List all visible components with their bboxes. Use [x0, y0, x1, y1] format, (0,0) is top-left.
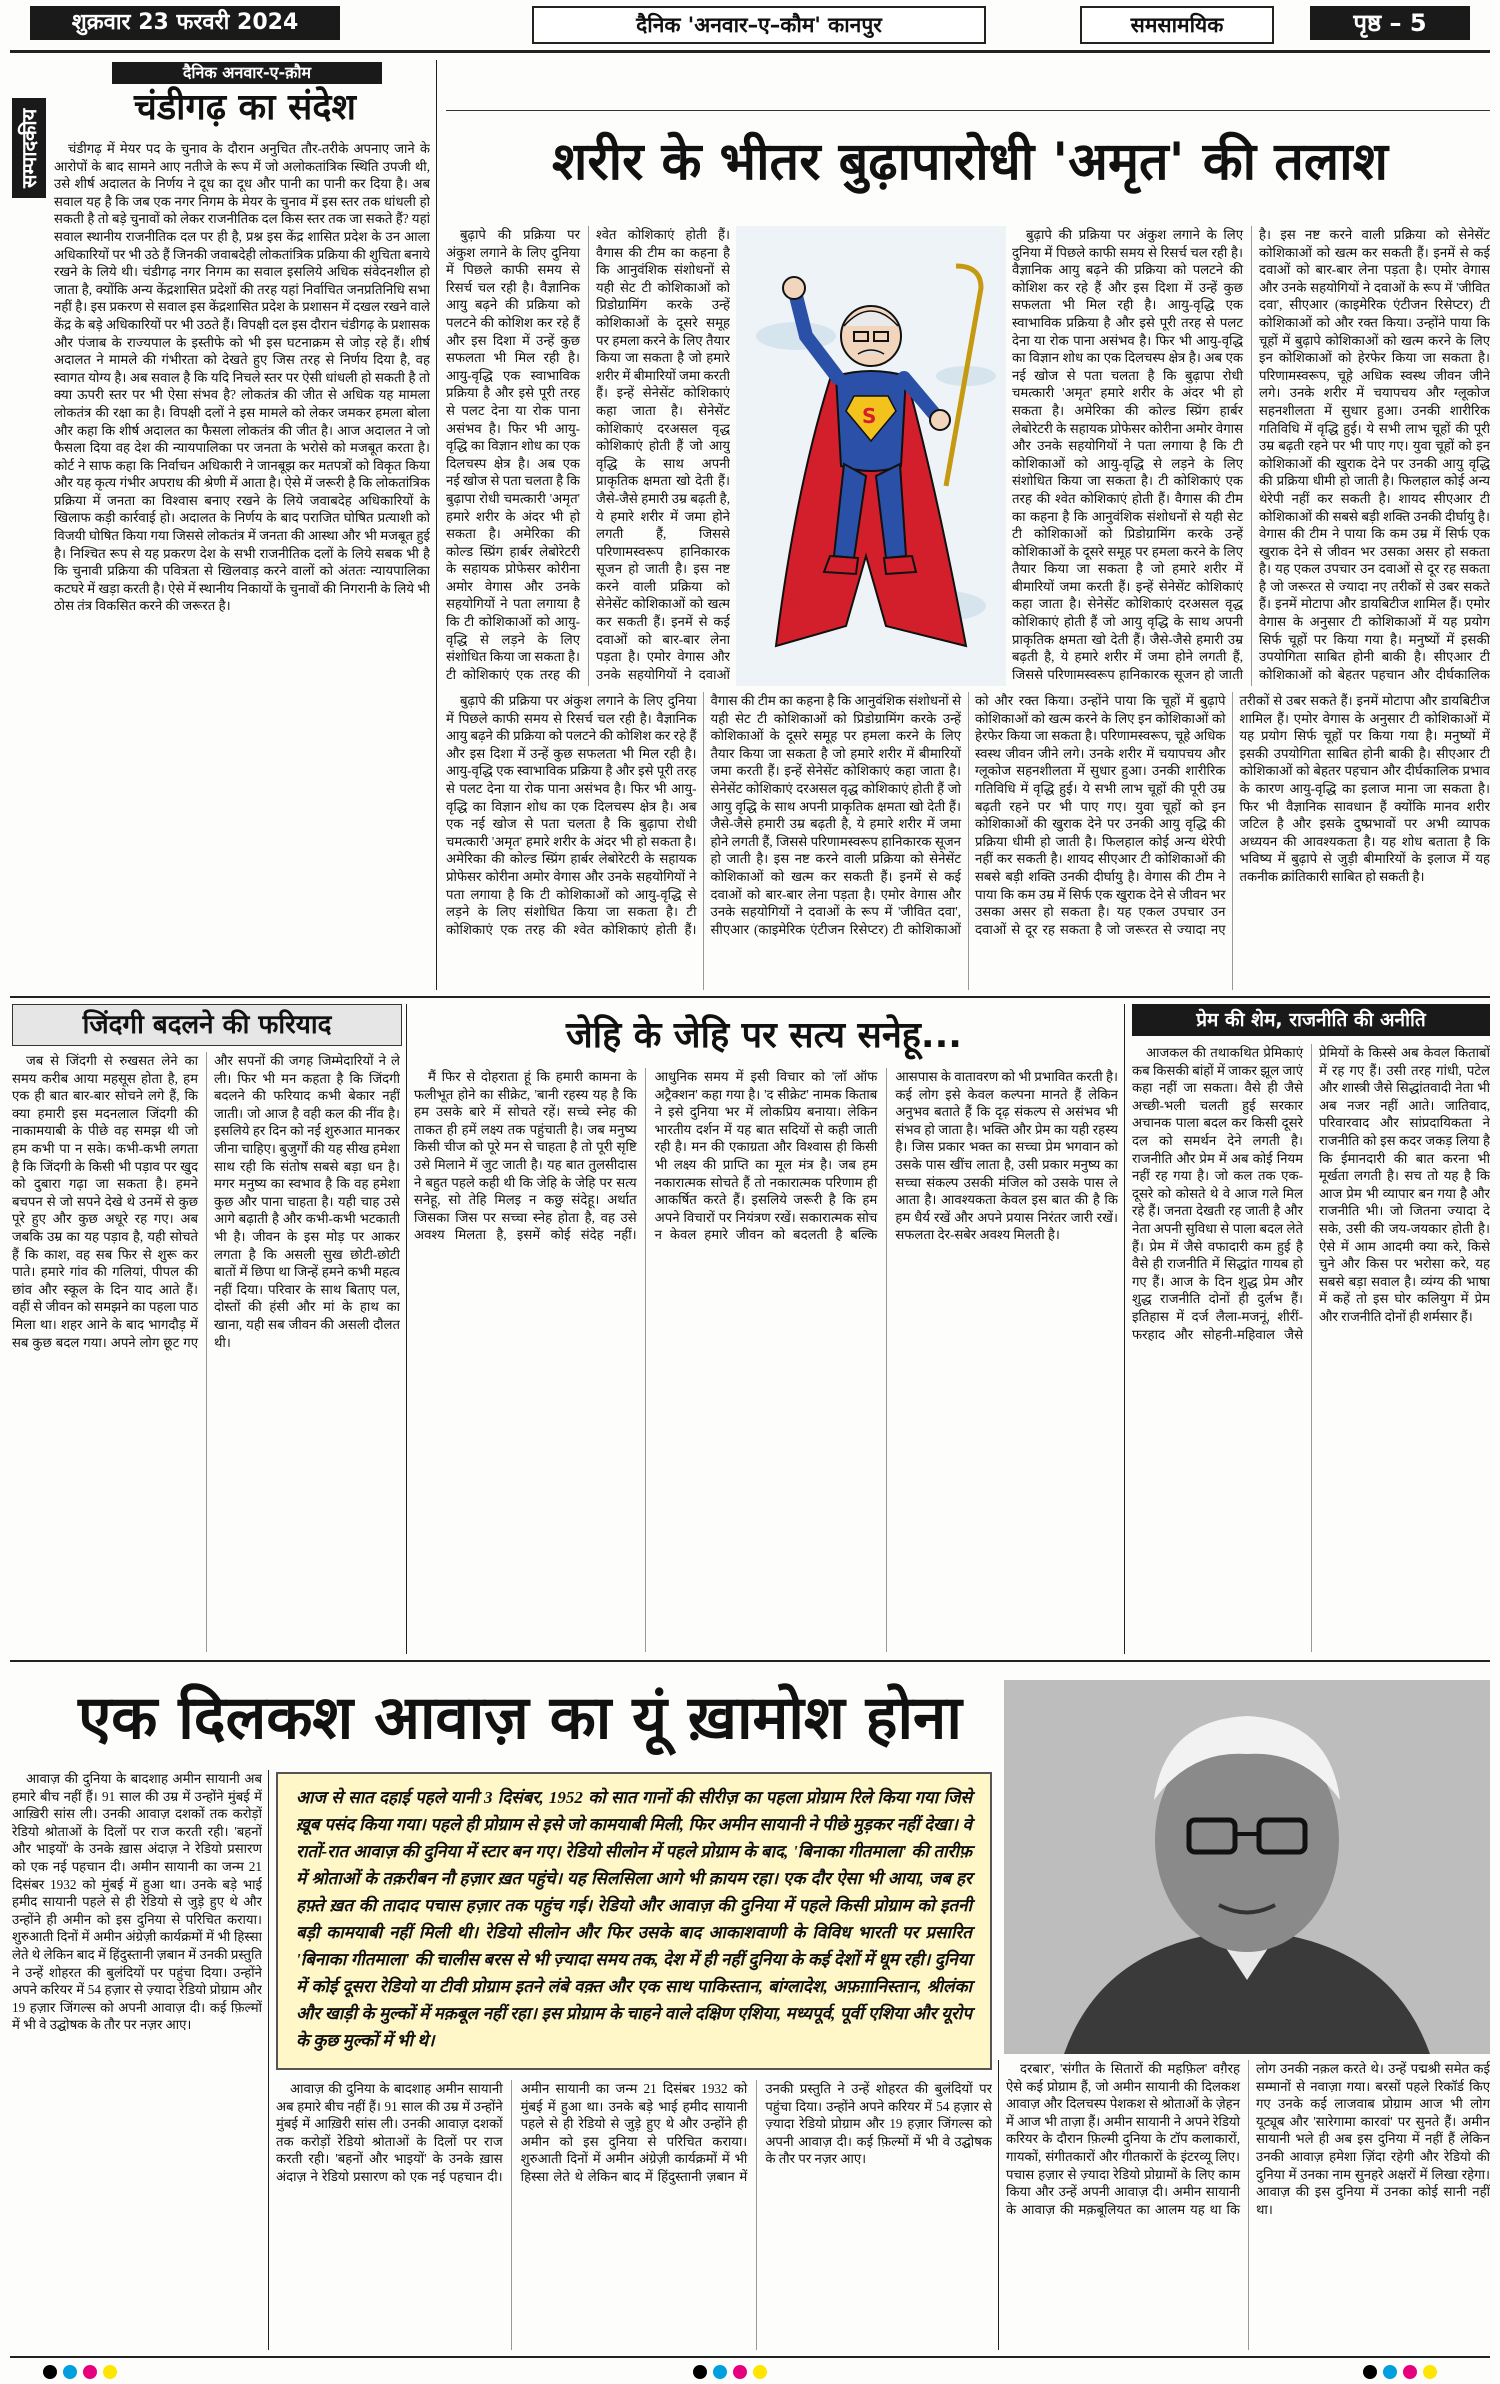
feature-text-bottom: बुढ़ापे की प्रक्रिया पर अंकुश लगाने के लिए दुनिया में पिछले काफी समय से रिसर्च चल रही है। वैज्ञानिक आयु बढ़ने की प्रक्रिया को पलटने की कोशिश कर रहे हैं और इस दिशा में उन्हें कुछ सफलता भी मिल रही है। आयु-वृद्धि एक स्वाभाविक प्रक्रिया है और इसे पूरी तरह से पलट देना या रोक पाना असंभव है। फिर भी आयु-वृद्धि का विज्ञान शोध का एक दिलचस्प क्षेत्र है। अब एक नई खोज से पता चलता है कि बुढ़ापा रोधी चमत्कारी 'अमृत' हमारे शरीर के अंदर भी हो सकता है। अमेरिका की कोल्ड स्प्रिंग हार्बर लेबोरेटरी के सहायक प्रोफेसर कोरीना अमोर वेगास और उनके सहयोगियों ने पता लगाया है कि टी कोशिकाओं को आयु-वृद्धि से लड़ने के लिए संशोधित किया जा सकता है। टी कोशिकाएं एक तरह की श्वेत कोशिकाएं होती हैं। वैगास की टीम का कहना है कि आनुवंशिक संशोधनों से यही सेट टी कोशिकाओं को प्रिडोग्रामिंग करके उन्हें कोशिकाओं के दूसरे समूह पर हमला करने के लिए तैयार किया जा सकता है जो हमारे शरीर में बीमारियों जमा करती हैं। इन्हें सेनेसेंट कोशिकाएं कहा जाता है। सेनेसेंट कोशिकाएं दरअसल वृद्ध कोशिकाएं होती हैं जो आयु वृद्धि के साथ अपनी प्राकृतिक क्षमता खो देती हैं। जैसे-जैसे हमारी उम्र बढ़ती है, ये हमारे शरीर में जमा होने लगती हैं, जिससे परिणामस्वरूप हानिकारक सूजन हो जाती है। इस नष्ट करने वाली प्रक्रिया को सेनेसेंट कोशिकाओं को खत्म कर सकती हैं। इनमें से कई दवाओं को बार-बार लेना पड़ता है। एमोर वेगास और उनके सहयोगियों ने दवाओं के रूप में 'जीवित दवा', सीएआर (काइमेरिक एंटीजन रिसेप्टर) टी कोशिकाओं को और रक्त किया। उन्होंने पाया कि चूहों में बुढ़ापे कोशिकाओं को खत्म करने के लिए इन कोशिकाओं को हेरफेर किया जा सकता है। परिणामस्वरूप, चूहे अधिक स्वस्थ जीवन जीने लगे। उनके शरीर में चयापचय और ग्लूकोज सहनशीलता में सुधार हुआ। उनकी शारीरिक गतिविधि में वृद्धि हुई। ये सभी लाभ चूहों की पूरी उम्र बढ़ती रहने पर भी पाए गए। युवा चूहों को इन कोशिकाओं की खुराक देने पर उनकी आयु वृद्धि की प्रक्रिया धीमी हो जाती है। फिलहाल कोई अन्य थेरेपी नहीं कर सकती है। शायद सीएआर टी कोशिकाओं की सबसे बड़ी शक्ति उनकी दीर्घायु है। वेगास की टीम ने पाया कि कम उम्र में सिर्फ एक खुराक देने से जीवन भर उसका असर हो सकता है। यह एकल उपचार उन दवाओं से दूर रह सकता है जो जरूरत से ज्यादा नए तरीकों से उबर सकते हैं। इनमें मोटापा और डायबिटीज शामिल हैं। एमोर वेगास के अनुसार टी कोशिकाओं में यह प्रयोग सिर्फ चूहों पर किया गया है। मनुष्यों में इसकी उपयोगिता साबित होनी बाकी है। सीएआर टी कोशिकाओं को बेहतर पहचान और दीर्घकालिक प्रभाव के कारण आयु-वृद्धि का इलाज माना जा सकता है। फिर भी वैज्ञानिक सावधान हैं क्योंकि मानव शरीर जटिल है और इसके दुष्प्रभावों पर अभी व्यापक अध्ययन की आवश्यकता है। यह शोध बताता है कि भविष्य में बुढ़ापे से जुड़ी बीमारियों के इलाज में यह तकनीक क्रांतिकारी साबित हो सकती है।: [446, 693, 1490, 937]
feature-rule: [446, 110, 1490, 111]
right-article-text: आजकल की तथाकथित प्रेमिकाएं कब किसकी बांहों में जाकर झूल जाएं कहा नहीं जा सकता। वैसे ही जैसे अच्छी-भली चलती हुई सरकार अचानक पाला बदल कर किसी दूसरे दल को समर्थन देने लगती है। राजनीति और प्रेम में अब कोई नियम नहीं रह गया है। जो कल तक एक-दूसरे को कोसते थे वे आज गले मिल रहे हैं। जनता देखती रह जाती है और नेता अपनी सुविधा से पाला बदल लेते हैं। प्रेम में जैसे वफादारी कम हुई है वैसे ही राजनीति में सिद्धांत गायब हो गए हैं। आज के दिन शुद्ध प्रेम और शुद्ध राजनीति दोनों ही दुर्लभ हैं। इतिहास में दर्ज लैला-मजनूं, शीरीं-फरहाद और सोहनी-महिवाल जैसे प्रेमियों के किस्से अब केवल किताबों में रह गए हैं। उसी तरह गांधी, पटेल और शास्त्री जैसे सिद्धांतवादी नेता भी अब नजर नहीं आते। जातिवाद, परिवारवाद और सांप्रदायिकता ने राजनीति को इस कदर जकड़ लिया है कि ईमानदारी की बात करना भी मूर्खता लगती है। सच तो यह है कि आज प्रेम भी व्यापार बन गया है और राजनीति भी। जो जितना ज्यादा दे सके, उसी की जय-जयकार होती है। ऐसे में आम आदमी क्या करे, किसे चुने और किस पर भरोसा करे, यह सबसे बड़ा सवाल है। व्यंग्य की भाषा में कहें तो इस घोर कलियुग में प्रेम और राजनीति दोनों ही शर्मसार हैं।: [1132, 1045, 1490, 1342]
editorial-text: चंडीगढ़ में मेयर पद के चुनाव के दौरान अनुचित तौर-तरीके अपनाए जाने के आरोपों के बाद सामने आए नतीजे के रूप में जो अलोकतांत्रिक स्थिति उपजी थी, उसे शीर्ष अदालत के निर्णय ने दूध का दूध और पानी का पानी कर दिया है। अब सवाल यह है कि जब एक नगर निगम के मेयर के चुनाव में इस स्तर तक धांधली हो सकती है तो बड़े चुनावों को लेकर राजनीतिक दल किस स्तर तक जा सकते हैं? यहां सवाल स्थानीय राजनीतिक दल पर ही है, प्रश्न इस केंद्र शासित प्रदेश के उन आला अधिकारियों पर भी उठे हैं जिनकी जवाबदेही लोकतांत्रिक प्रक्रिया की शुचिता बनाये रखने के लिये थी। चंडीगढ़ नगर निगम का सवाल इसलिये अधिक संवेदनशील हो जाता है, क्योंकि अन्य केंद्रशासित प्रदेशों की तरह यहां निर्वाचित जनप्रतिनिधि सभा नहीं है। इस प्रकरण से सवाल इस केंद्रशासित प्रदेश के प्रशासन में दखल रखने वाले केंद्र के बड़े अधिकारियों पर भी उठते हैं। विपक्षी दल इस दौरान चंडीगढ़ के प्रशासक और पंजाब के राज्यपाल के इस्तीफे को भी इस घटनाक्रम से जोड़ रहे हैं। शीर्ष अदालत ने मामले की गंभीरता को देखते हुए जिस तरह से निर्णय दिया है, वह स्वागत योग्य है। अब सवाल है कि यदि निचले स्तर पर ऐसी धांधली हो सकती है तो क्या ऊपरी स्तर पर भी ऐसा संभव है? लोकतंत्र की जीत से अधिक यह मामला लोकतंत्र की रक्षा का है। विपक्षी दलों ने इस मामले को लेकर जमकर हमला बोला और कहा कि शीर्ष अदालत का फैसला लोकतंत्र की जीत है। आज अदालत ने जो फैसला दिया वह देश की न्यायपालिका पर जनता के भरोसे को मजबूत करता है। कोर्ट ने साफ कहा कि निर्वाचन अधिकारी ने जानबूझ कर मतपत्रों को विकृत किया और यह कृत्य गंभीर अपराध की श्रेणी में आता है। ऐसे में जरूरी है कि लोकतांत्रिक प्रक्रिया में जनता का विश्वास बनाए रखने के लिये जवाबदेह अधिकारियों के खिलाफ कड़ी कार्रवाई हो। अदालत के निर्णय के बाद पराजित घोषित प्रत्याशी को विजयी घोषित किया गया जिससे लोकतंत्र में जनता की आस्था और भी मजबूत हुई है। निश्चित रूप से यह प्रकरण देश के सभी राजनीतिक दलों के लिये सबक भी है कि चुनावी प्रक्रिया की पवित्रता से खिलवाड़ करने वालों को अंततः न्यायपालिका कटघरे में खड़ा करती है। ऐसे में स्थानीय निकायों के चुनावों की निगरानी के लिये भी ठोस तंत्र विकसित करने की जरूरत है।: [54, 141, 430, 614]
superhero-elder-icon: [736, 226, 1006, 686]
left-article-body: [12, 1052, 400, 1652]
left-article-title: जिंदगी बदलने की फरियाद: [12, 1004, 402, 1046]
tribute-text-right: दरबार', 'संगीत के सितारों की महफ़िल' वग़ैरह ऐसे कई प्रोग्राम हैं, जो अमीन सायानी की दिलकश आवाज़ और दिलचस्प पेशकश से श्रोताओं के ज़ेहन में आज भी ताज़ा हैं। अमीन सायानी ने अपने रेडियो करियर के दौरान फ़िल्मी दुनिया के टॉप कलाकारों, गायकों, संगीतकारों और गीतकारों के इंटरव्यू लिए। पचास हज़ार से ज़्यादा रेडियो प्रोग्रामों के लिए काम किया और उन्हें अपनी आवाज़ दी। अमीन सायानी के आवाज़ की मक़बूलियत का आलम यह था कि लोग उनकी नक़ल करते थे। उन्हें पद्मश्री समेत कई सम्मानों से नवाज़ा गया। बरसों पहले रिकॉर्ड किए गए उनके कई लाजवाब प्रोग्राम आज भी लोग यूट्यूब और 'सारेगामा कारवां' पर सुनते हैं। अमीन सायानी भले ही अब इस दुनिया में नहीं हैं लेकिन उनकी आवाज़ हमेशा ज़िंदा रहेगी और रेडियो की दुनिया में उनका नाम सुनहरे अक्षरों में लिखा रहेगा। आवाज़ की इस दुनिया में उनका कोई सानी नहीं था।: [1006, 2061, 1490, 2217]
right-article-title: प्रेम की शेम, राजनीति की अनीति: [1132, 1004, 1490, 1036]
registration-dot: [43, 2365, 57, 2379]
registration-dot: [1383, 2365, 1397, 2379]
portrait-photo-icon: [1004, 1680, 1490, 2054]
color-registration-marks: [690, 2364, 770, 2383]
column-divider: [268, 1770, 269, 2350]
registration-dot: [103, 2365, 117, 2379]
tribute-text-left: आवाज़ की दुनिया के बादशाह अमीन सायानी अब हमारे बीच नहीं हैं। 91 साल की उम्र में उन्होंने मुंबई में आख़िरी सांस ली। उनकी आवाज़ दशकों तक करोड़ों रेडियो श्रोताओं के दिलों पर राज करती रही। 'बहनों और भाइयों' के उनके ख़ास अंदाज़ ने रेडियो प्रसारण को एक नई पहचान दी। अमीन सायानी का जन्म 21 दिसंबर 1932 को मुंबई में हुआ था। उनके बड़े भाई हमीद सायानी पहले से ही रेडियो से जुड़े हुए थे और उन्होंने ही अमीन को इस दुनिया से परिचित कराया। शुरुआती दिनों में अमीन अंग्रेज़ी कार्यक्रमों में भी हिस्सा लेते थे लेकिन बाद में हिंदुस्तानी ज़बान में उनकी प्रस्तुति ने उन्हें शोहरत की बुलंदियों पर पहुंचा दिया। उन्होंने अपने करियर में 54 हज़ार से ज़्यादा रेडियो प्रोग्राम और 19 हज़ार जिंगल्स को अपनी आवाज़ दी। कई फ़िल्मों में भी वे उद्घोषक के तौर पर नज़र आए।: [12, 1771, 262, 2033]
editorial-title: चंडीगढ़ का संदेश: [134, 87, 356, 128]
column-divider: [406, 1004, 407, 1654]
superhero-illustration: [736, 226, 1006, 686]
newspaper-name: दैनिक 'अनवार–ए–कौम' कानपुर: [532, 6, 986, 44]
column-divider: [1124, 1004, 1125, 1654]
left-article-text: जब से जिंदगी से रुखसत लेने का समय करीब आया महसूस होता है, हम एक ही बात बार-बार सोचने लगे हैं, कि क्या हमारी इस मदनलाल जिंदगी की नाकामयाबी के पीछे वह समझ थी जो हम कभी पा न सके। कभी-कभी लगता है कि जिंदगी के किसी भी पड़ाव पर खुद को दुबारा गढ़ा जा सकता है। हमने बचपन से जो सपने देखे थे उनमें से कुछ पूरे हुए और कुछ अधूरे रह गए। अब जबकि उम्र का यह पड़ाव है, यही सोचते हैं कि काश, वह सब फिर से शुरू कर पाते। हमारे गांव की गलियां, पीपल की छांव और स्कूल के दिन याद आते हैं। वहीं से जीवन को समझने का पहला पाठ मिला था। शहर आने के बाद भागदौड़ में सब कुछ बदल गया। अपने लोग छूट गए और सपनों की जगह जिम्मेदारियों ने ले ली। फिर भी मन कहता है कि जिंदगी बदलने की फरियाद कभी बेकार नहीं जाती। जो आज है वही कल की नींव है। इसलिये हर दिन को नई शुरुआत मानकर जीना चाहिए। बुजुर्गों की यह सीख हमेशा साथ रही कि संतोष सबसे बड़ा धन है। मगर मनुष्य का स्वभाव है कि वह हमेशा कुछ और पाना चाहता है। यही चाह उसे आगे बढ़ाती है और कभी-कभी भटकाती भी है। जीवन के इस मोड़ पर आकर लगता है कि असली सुख छोटी-छोटी बातों में छिपा था जिन्हें हमने कभी महत्व नहीं दिया। परिवार के साथ बिताए पल, दोस्तों की हंसी और मां के हाथ का खाना, यही सब जीवन की असली दौलत थी।: [12, 1053, 400, 1350]
feature-body-left: [446, 226, 730, 686]
feature-text: बुढ़ापे की प्रक्रिया पर अंकुश लगाने के लिए दुनिया में पिछले काफी समय से रिसर्च चल रही है। वैज्ञानिक आयु बढ़ने की प्रक्रिया को पलटने की कोशिश कर रहे हैं और इस दिशा में उन्हें कुछ सफलता भी मिल रही है। आयु-वृद्धि एक स्वाभाविक प्रक्रिया है और इसे पूरी तरह से पलट देना या रोक पाना असंभव है। फिर भी आयु-वृद्धि का विज्ञान शोध का एक दिलचस्प क्षेत्र है। अब एक नई खोज से पता चलता है कि बुढ़ापा रोधी चमत्कारी 'अमृत' हमारे शरीर के अंदर भी हो सकता है। अमेरिका की कोल्ड स्प्रिंग हार्बर लेबोरेटरी के सहायक प्रोफेसर कोरीना अमोर वेगास और उनके सहयोगियों ने पता लगाया है कि टी कोशिकाओं को आयु-वृद्धि से लड़ने के लिए संशोधित किया जा सकता है। टी कोशिकाएं एक तरह की श्वेत कोशिकाएं होती हैं। वैगास की टीम का कहना है कि आनुवंशिक संशोधनों से यही सेट टी कोशिकाओं को प्रिडोग्रामिंग करके उन्हें कोशिकाओं के दूसरे समूह पर हमला करने के लिए तैयार किया जा सकता है जो हमारे शरीर में बीमारियों जमा करती हैं। इन्हें सेनेसेंट कोशिकाएं कहा जाता है। सेनेसेंट कोशिकाएं दरअसल वृद्ध कोशिकाएं होती हैं जो आयु वृद्धि के साथ अपनी प्राकृतिक क्षमता खो देती हैं। जैसे-जैसे हमारी उम्र बढ़ती है, ये हमारे शरीर में जमा होने लगती हैं, जिससे परिणामस्वरूप हानिकारक सूजन हो जाती है। इस नष्ट करने वाली प्रक्रिया को सेनेसेंट कोशिकाओं को खत्म कर सकती हैं। इनमें से कई दवाओं को बार-बार लेना पड़ता है। एमोर वेगास और उनके सहयोगियों ने दवाओं: [446, 227, 730, 682]
footer-rule: [10, 2356, 1490, 2358]
tribute-lead-box: [276, 1772, 992, 2070]
tribute-body-middle: [276, 2080, 992, 2350]
registration-dot: [753, 2365, 767, 2379]
right-article-body: [1132, 1044, 1490, 1652]
feature-title: शरीर के भीतर बुढ़ापारोधी 'अमृत' की तलाश: [552, 132, 1388, 192]
registration-dot: [1423, 2365, 1437, 2379]
section-rule: [10, 1660, 1490, 1662]
editorial-side-label: सम्पादकीय: [12, 98, 46, 198]
registration-dot: [63, 2365, 77, 2379]
color-registration-marks: [1360, 2364, 1440, 2383]
page-header: [0, 0, 1500, 50]
registration-dot: [713, 2365, 727, 2379]
tribute-title: एक दिलकश आवाज़ का यूं ख़ामोश होना: [78, 1683, 962, 1753]
editorial-kicker: दैनिक अनवार-ए-क़ौम: [112, 62, 382, 84]
feature-body-right: [1012, 226, 1490, 686]
middle-article-title: जेहि के जेहि पर सत्य सनेहू...: [566, 1015, 962, 1056]
middle-article-text: मैं फिर से दोहराता हूं कि हमारी कामना के फलीभूत होने का सीक्रेट, 'बानी रहस्य यह है कि हम उसके बारे में सोचते रहें। सच्चे स्नेह की ताकत ही हमें लक्ष्य तक पहुंचाती है। जब मनुष्य किसी चीज को पूरे मन से चाहता है तो पूरी सृष्टि उसे मिलाने में जुट जाती है। यह बात तुलसीदास ने बहुत पहले कही थी कि जेहि के जेहि पर सत्य सनेहू, सो तेहि मिलइ न कछु संदेहू। अर्थात जिसका जिस पर सच्चा स्नेह होता है, वह उसे अवश्य मिलता है, इसमें कोई संदेह नहीं। आधुनिक समय में इसी विचार को 'लॉ ऑफ अट्रैक्शन' कहा गया है। 'द सीक्रेट' नामक किताब ने इसे दुनिया भर में लोकप्रिय बनाया। लेकिन भारतीय दर्शन में यह बात सदियों से कही जाती रही है। मन की एकाग्रता और विश्वास ही किसी भी लक्ष्य की प्राप्ति का मूल मंत्र है। जब हम नकारात्मक सोचते हैं तो नकारात्मक परिणाम ही आकर्षित करते हैं। इसलिये जरूरी है कि हम अपने विचारों पर नियंत्रण रखें। सकारात्मक सोच न केवल हमारे जीवन को बदलती है बल्कि आसपास के वातावरण को भी प्रभावित करती है। कई लोग इसे केवल कल्पना मानते हैं लेकिन अनुभव बताते हैं कि दृढ़ संकल्प से असंभव भी संभव हो जाता है। भक्ति और प्रेम का यही रहस्य है। जिस प्रकार भक्त का सच्चा प्रेम भगवान को उसके पास खींच लाता है, उसी प्रकार मनुष्य का सच्चा संकल्प उसकी मंजिल को उसके पास ले आता है। आवश्यकता केवल इस बात की है कि हम धैर्य रखें और अपने प्रयास निरंतर जारी रखें। सफलता देर-सबेर अवश्य मिलती है।: [414, 1069, 1118, 1243]
tribute-text-middle: आवाज़ की दुनिया के बादशाह अमीन सायानी अब हमारे बीच नहीं हैं। 91 साल की उम्र में उन्होंने मुंबई में आख़िरी सांस ली। उनकी आवाज़ दशकों तक करोड़ों रेडियो श्रोताओं के दिलों पर राज करती रही। 'बहनों और भाइयों' के उनके ख़ास अंदाज़ ने रेडियो प्रसारण को एक नई पहचान दी। अमीन सायानी का जन्म 21 दिसंबर 1932 को मुंबई में हुआ था। उनके बड़े भाई हमीद सायानी पहले से ही रेडियो से जुड़े हुए थे और उन्होंने ही अमीन को इस दुनिया से परिचित कराया। शुरुआती दिनों में अमीन अंग्रेज़ी कार्यक्रमों में भी हिस्सा लेते थे लेकिन बाद में हिंदुस्तानी ज़बान में उनकी प्रस्तुति ने उन्हें शोहरत की बुलंदियों पर पहुंचा दिया। उन्होंने अपने करियर में 54 हज़ार से ज़्यादा रेडियो प्रोग्राम और 19 हज़ार जिंगल्स को अपनी आवाज़ दी। कई फ़िल्मों में भी वे उद्घोषक के तौर पर नज़र आए।: [276, 2081, 992, 2184]
registration-dot: [693, 2365, 707, 2379]
svg-text:S: S: [862, 404, 877, 428]
tribute-lead-text: आज से सात दहाई पहले यानी 3 दिसंबर, 1952 को सात गानों की सीरीज़ का पहला प्रोग्राम रिले किया गया जिसे ख़ूब पसंद किया गया। पहले ही प्रोग्राम से इसे जो कामयाबी मिली, फिर अमीन सायानी ने पीछे मुड़कर नहीं देखा। वे रातों-रात आवाज़ की दुनिया में स्टार बन गए। रेडियो सीलोन में पहले प्रोग्राम के बाद, 'बिनाका गीतमाला' की तारीफ़ में श्रोताओं के तक़रीबन नौ हज़ार ख़त पहुंचे। यह सिलसिला आगे भी क़ायम रहा। एक दौर ऐसा भी आया, जब हर हफ़्ते ख़त की तादाद पचास हज़ार तक पहुंच गई। रेडियो और आवाज़ की दुनिया में पहले किसी प्रोग्राम को इतनी बड़ी कामयाबी नहीं मिली थी। रेडियो सीलोन और फिर उसके बाद आकाशवाणी के विविध भारती पर प्रसारित 'बिनाका गीतमाला' की चालीस बरस से भी ज़्यादा समय तक, देश में ही नहीं दुनिया के कई देशों में धूम रही। दुनिया में कोई दूसरा रेडियो या टीवी प्रोग्राम इतने लंबे वक़्त और एक साथ पाकिस्तान, बांग्लादेश, अफ़ग़ानिस्तान, श्रीलंका और खाड़ी के मुल्कों में मक़बूल नहीं रहा। इस प्रोग्राम के चाहने वाले दक्षिण एशिया, मध्यपूर्व, पूर्वी एशिया और यूरोप के कुछ मुल्कों में भी थे।: [296, 1788, 972, 2050]
header-rule: [10, 50, 1490, 53]
registration-dot: [1363, 2365, 1377, 2379]
middle-article-body: [414, 1068, 1118, 1652]
registration-dot: [83, 2365, 97, 2379]
column-divider: [998, 2060, 999, 2350]
section-rule: [10, 996, 1490, 998]
tribute-body-right: [1006, 2060, 1490, 2350]
feature-text-continued: बुढ़ापे की प्रक्रिया पर अंकुश लगाने के लिए दुनिया में पिछले काफी समय से रिसर्च चल रही है। वैज्ञानिक आयु बढ़ने की प्रक्रिया को पलटने की कोशिश कर रहे हैं और इस दिशा में उन्हें कुछ सफलता भी मिल रही है। आयु-वृद्धि एक स्वाभाविक प्रक्रिया है और इसे पूरी तरह से पलट देना या रोक पाना असंभव है। फिर भी आयु-वृद्धि का विज्ञान शोध का एक दिलचस्प क्षेत्र है। अब एक नई खोज से पता चलता है कि बुढ़ापा रोधी चमत्कारी 'अमृत' हमारे शरीर के अंदर भी हो सकता है। अमेरिका की कोल्ड स्प्रिंग हार्बर लेबोरेटरी के सहायक प्रोफेसर कोरीना अमोर वेगास और उनके सहयोगियों ने पता लगाया है कि टी कोशिकाओं को आयु-वृद्धि से लड़ने के लिए संशोधित किया जा सकता है। टी कोशिकाएं एक तरह की श्वेत कोशिकाएं होती हैं। वैगास की टीम का कहना है कि आनुवंशिक संशोधनों से यही सेट टी कोशिकाओं को प्रिडोग्रामिंग करके उन्हें कोशिकाओं के दूसरे समूह पर हमला करने के लिए तैयार किया जा सकता है जो हमारे शरीर में बीमारियों जमा करती हैं। इन्हें सेनेसेंट कोशिकाएं कहा जाता है। सेनेसेंट कोशिकाएं दरअसल वृद्ध कोशिकाएं होती हैं जो आयु वृद्धि के साथ अपनी प्राकृतिक क्षमता खो देती हैं। जैसे-जैसे हमारी उम्र बढ़ती है, ये हमारे शरीर में जमा होने लगती हैं, जिससे परिणामस्वरूप हानिकारक सूजन हो जाती है। इस नष्ट करने वाली प्रक्रिया को सेनेसेंट कोशिकाओं को खत्म कर सकती हैं। इनमें से कई दवाओं को बार-बार लेना पड़ता है। एमोर वेगास और उनके सहयोगियों ने दवाओं के रूप में 'जीवित दवा', सीएआर (काइमेरिक एंटीजन रिसेप्टर) टी कोशिकाओं को और रक्त किया। उन्होंने पाया कि चूहों में बुढ़ापे कोशिकाओं को खत्म करने के लिए इन कोशिकाओं को हेरफेर किया जा सकता है। परिणामस्वरूप, चूहे अधिक स्वस्थ जीवन जीने लगे। उनके शरीर में चयापचय और ग्लूकोज सहनशीलता में सुधार हुआ। उनकी शारीरिक गतिविधि में वृद्धि हुई। ये सभी लाभ चूहों की पूरी उम्र बढ़ती रहने पर भी पाए गए। युवा चूहों को इन कोशिकाओं की खुराक देने पर उनकी आयु वृद्धि की प्रक्रिया धीमी हो जाती है। फिलहाल कोई अन्य थेरेपी नहीं कर सकती है। शायद सीएआर टी कोशिकाओं की सबसे बड़ी शक्ति उनकी दीर्घायु है। वेगास की टीम ने पाया कि कम उम्र में सिर्फ एक खुराक देने से जीवन भर उसका असर हो सकता है। यह एकल उपचार उन दवाओं से दूर रह सकता है जो जरूरत से ज्यादा नए तरीकों से उबर सकते हैं। इनमें मोटापा और डायबिटीज शामिल हैं। एमोर वेगास के अनुसार टी कोशिकाओं में यह प्रयोग सिर्फ चूहों पर किया गया है। मनुष्यों में इसकी उपयोगिता साबित होनी बाकी है। सीएआर टी कोशिकाओं को बेहतर पहचान और दीर्घकालिक: [1012, 227, 1490, 682]
amin-sayani-portrait: [1004, 1680, 1490, 2054]
color-registration-marks: [40, 2364, 120, 2383]
feature-body-bottom: [446, 692, 1490, 990]
editorial-body: [54, 140, 430, 990]
tribute-body-left: [12, 1770, 262, 2350]
column-divider: [436, 60, 437, 990]
registration-dot: [1403, 2365, 1417, 2379]
page-number: पृष्ठ – 5: [1310, 6, 1470, 40]
issue-date: शुक्रवार 23 फरवरी 2024: [30, 6, 340, 40]
registration-dot: [733, 2365, 747, 2379]
section-name: समसामयिक: [1080, 6, 1274, 44]
